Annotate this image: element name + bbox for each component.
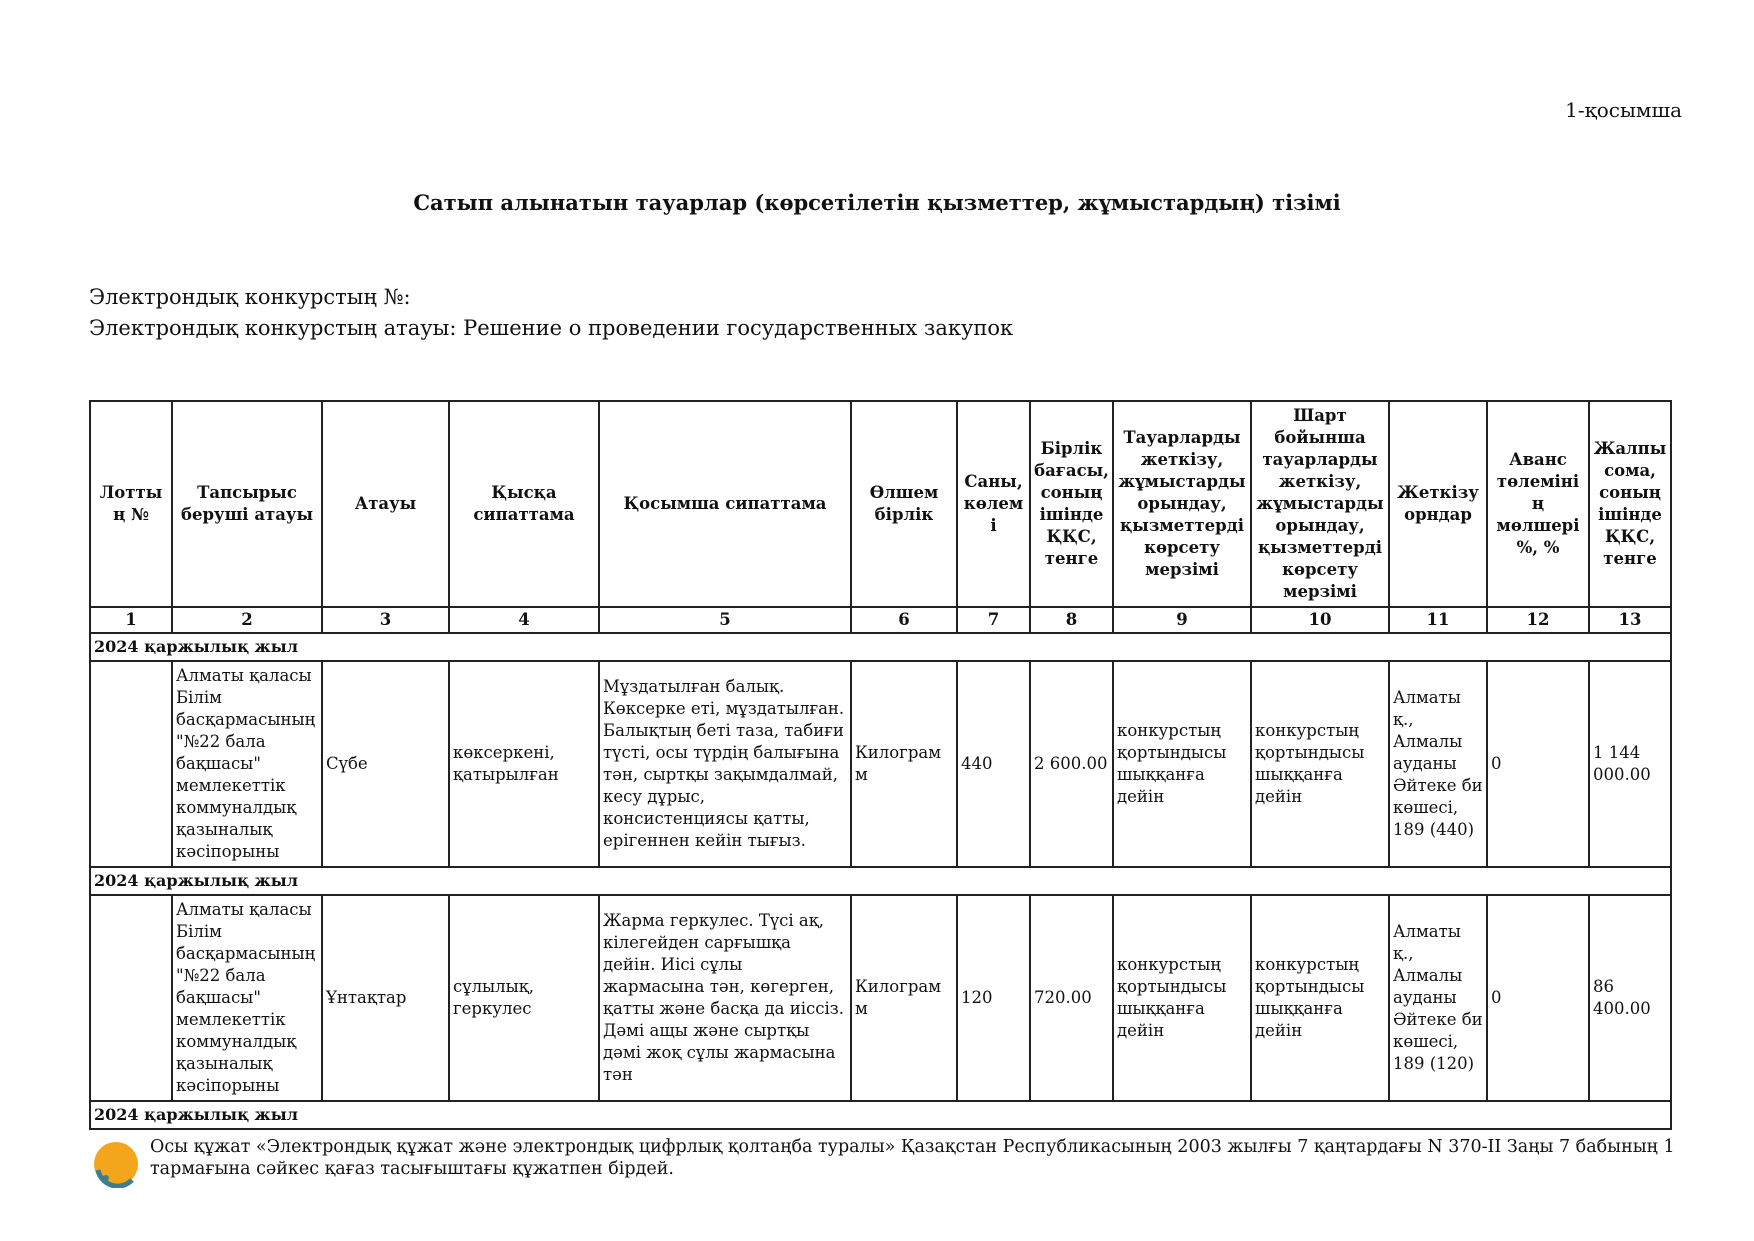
column-header: Шарт бойынша тауарларды жеткізу, жұмыстарды орындау, қызметтерді көрсету мерзімі	[1251, 401, 1389, 607]
column-number: 8	[1030, 607, 1113, 633]
lot-number	[90, 661, 172, 867]
total-amount: 1 144 000.00	[1589, 661, 1671, 867]
unit: Килограмм	[851, 661, 957, 867]
delivery-term: конкурстың қортындысы шыққанға дейін	[1113, 895, 1251, 1101]
table-row	[90, 895, 1671, 1101]
column-number: 5	[599, 607, 851, 633]
column-number: 6	[851, 607, 957, 633]
column-number-row	[90, 607, 1671, 633]
column-number: 9	[1113, 607, 1251, 633]
unit: Килограмм	[851, 895, 957, 1101]
year-label: 2024 қаржылық жыл	[90, 867, 1671, 895]
contest-name-line	[89, 313, 1013, 344]
extra-description: Жарма геркулес. Түсі ақ, кілегейден сарғышқа дейін. Иісі сұлы жармасына тән, көгерген, қатты және басқа да иіссіз. Дәмі ащы және сыртқы дәмі жоқ сұлы жармасына тән	[599, 895, 851, 1101]
legal-note: Осы құжат «Электрондық құжат және электрондық цифрлық қолтаңба туралы» Қазақстан Республикасының 2003 жылғы 7 қаңтардағы N 370-II Заңы 7 бабының 1 тармағына сәйкес қағаз тасығыштағы құжатпен бірдей.	[150, 1137, 1675, 1179]
year-row	[90, 867, 1671, 895]
column-header: Бірлік бағасы, соның ішінде ҚҚС, тенге	[1030, 401, 1113, 607]
year-row	[90, 1101, 1671, 1129]
column-number: 13	[1589, 607, 1671, 633]
column-number: 3	[322, 607, 449, 633]
column-header: Тапсырыс беруші атауы	[172, 401, 322, 607]
column-header: Қысқа сипаттама	[449, 401, 599, 607]
column-number: 11	[1389, 607, 1487, 633]
delivery-term: конкурстың қортындысы шыққанға дейін	[1113, 661, 1251, 867]
delivery-place: Алматы қ., Алмалы ауданы Әйтеке би көшесі, 189 (120)	[1389, 895, 1487, 1101]
column-number: 1	[90, 607, 172, 633]
contest-meta	[89, 282, 1013, 344]
column-header: Қосымша сипаттама	[599, 401, 851, 607]
appendix-label: 1-қосымша	[1565, 98, 1682, 122]
column-header: Атауы	[322, 401, 449, 607]
quantity: 120	[957, 895, 1030, 1101]
column-header: Лоттың №	[90, 401, 172, 607]
goods-table	[89, 400, 1672, 1130]
table-header-row	[90, 401, 1671, 607]
advance-percent: 0	[1487, 661, 1589, 867]
quantity: 440	[957, 661, 1030, 867]
item-name: Ұнтақтар	[322, 895, 449, 1101]
contract-term: конкурстың қортындысы шыққанға дейін	[1251, 661, 1389, 867]
unit-price: 2 600.00	[1030, 661, 1113, 867]
customer-name: Алматы қаласы Білім басқармасының "№22 бала бақшасы" мемлекеттік коммуналдық қазыналық кәсіпорыны	[172, 895, 322, 1101]
column-header: Жалпы сома, соның ішінде ҚҚС, тенге	[1589, 401, 1671, 607]
column-header: Өлшем бірлік	[851, 401, 957, 607]
contest-name-value: Решение о проведении государственных закупок	[463, 316, 1014, 340]
contest-number-label: Электрондық конкурстың №:	[89, 285, 411, 309]
advance-percent: 0	[1487, 895, 1589, 1101]
table-row	[90, 661, 1671, 867]
customer-name: Алматы қаласы Білім басқармасының "№22 бала бақшасы" мемлекеттік коммуналдық қазыналық кәсіпорыны	[172, 661, 322, 867]
year-label: 2024 қаржылық жыл	[90, 633, 1671, 661]
unit-price: 720.00	[1030, 895, 1113, 1101]
delivery-place: Алматы қ., Алмалы ауданы Әйтеке би көшесі, 189 (440)	[1389, 661, 1487, 867]
egov-seal-icon	[92, 1140, 140, 1188]
column-header: Тауарларды жеткізу, жұмыстарды орындау, қызметтерді көрсету мерзімі	[1113, 401, 1251, 607]
short-description: сұлылық, геркулес	[449, 895, 599, 1101]
total-amount: 86 400.00	[1589, 895, 1671, 1101]
column-header: Жеткізу орндар	[1389, 401, 1487, 607]
column-header: Саны, көлемі	[957, 401, 1030, 607]
lot-number	[90, 895, 172, 1101]
year-row	[90, 633, 1671, 661]
contract-term: конкурстың қортындысы шыққанға дейін	[1251, 895, 1389, 1101]
column-number: 10	[1251, 607, 1389, 633]
year-label: 2024 қаржылық жыл	[90, 1101, 1671, 1129]
column-number: 4	[449, 607, 599, 633]
contest-name-label: Электрондық конкурстың атауы:	[89, 316, 457, 340]
column-number: 12	[1487, 607, 1589, 633]
column-header: Аванс төлемінің мөлшері %, %	[1487, 401, 1589, 607]
extra-description: Мұздатылған балық. Көксерке еті, мұздатылған. Балықтың беті таза, табиғи түсті, осы түрдің балығына тән, сыртқы зақымдалмай, кесу дұрыс, консистенциясы қатты, ерігеннен кейін тығыз.	[599, 661, 851, 867]
document-title: Сатып алынатын тауарлар (көрсетілетін қызметтер, жұмыстардың) тізімі	[413, 190, 1341, 215]
short-description: көксеркені, қатырылған	[449, 661, 599, 867]
column-number: 7	[957, 607, 1030, 633]
item-name: Сүбе	[322, 661, 449, 867]
contest-number-line	[89, 282, 1013, 313]
column-number: 2	[172, 607, 322, 633]
